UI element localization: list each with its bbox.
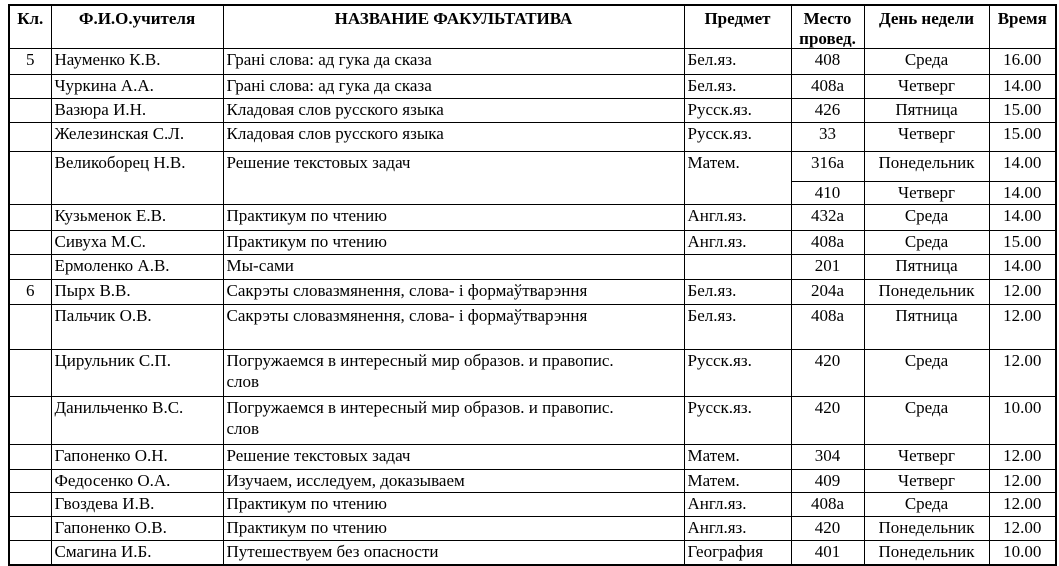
course-title-cell — [223, 123, 684, 152]
table-row — [9, 396, 1056, 444]
room-cell: 410 — [791, 182, 864, 205]
table-row — [9, 279, 1056, 304]
teacher-name-cell: Великоборец Н.В. — [51, 152, 223, 205]
course-title-cell-text: Практикум по чтению — [226, 231, 387, 251]
teacher-name-cell: Гапоненко О.В. — [51, 516, 223, 540]
table-row — [9, 254, 1056, 279]
table-row — [9, 49, 1056, 75]
class-cell: 6 — [9, 279, 51, 304]
room-cell: 204а — [791, 279, 864, 304]
subject-cell: Англ.яз. — [684, 516, 791, 540]
course-title-cell-text: Погружаемся в интересный мир образов. и правопис. слов — [226, 397, 614, 438]
header-time: Время — [989, 5, 1056, 49]
teacher-name-cell: Федосенко О.А. — [51, 469, 223, 492]
table-row — [9, 123, 1056, 152]
day-cell: Четверг — [864, 444, 989, 469]
day-cell: Четверг — [864, 123, 989, 152]
table-row — [9, 230, 1056, 254]
teacher-name-cell: Гапоненко О.Н. — [51, 444, 223, 469]
class-cell — [9, 396, 51, 444]
course-title-cell — [223, 204, 684, 230]
teacher-name-cell: Чуркина А.А. — [51, 75, 223, 99]
subject-cell: Матем. — [684, 469, 791, 492]
table-row — [9, 349, 1056, 396]
time-cell: 12.00 — [989, 349, 1056, 396]
course-title-cell — [223, 152, 684, 205]
day-cell: Понедельник — [864, 279, 989, 304]
course-title-cell — [223, 469, 684, 492]
day-cell: Среда — [864, 349, 989, 396]
subject-cell: Бел.яз. — [684, 75, 791, 99]
course-title-cell-text: Практикум по чтению — [226, 493, 387, 513]
course-title-cell-text: Путешествуем без опасности — [226, 541, 439, 561]
time-cell: 16.00 — [989, 49, 1056, 75]
room-cell: 304 — [791, 444, 864, 469]
course-title-cell-text: Грані слова: ад гука да сказа — [226, 76, 432, 96]
day-cell: Понедельник — [864, 152, 989, 182]
subject-cell: Русск.яз. — [684, 99, 791, 123]
table-row — [9, 152, 1056, 182]
course-title-cell — [223, 540, 684, 565]
course-title-cell-text: Практикум по чтению — [226, 517, 387, 537]
time-cell: 10.00 — [989, 396, 1056, 444]
header-subject: Предмет — [684, 5, 791, 49]
room-cell: 408а — [791, 304, 864, 349]
teacher-name-cell: Смагина И.Б. — [51, 540, 223, 565]
class-cell — [9, 254, 51, 279]
table-row — [9, 492, 1056, 516]
course-title-cell — [223, 230, 684, 254]
table-header — [9, 5, 1056, 49]
class-cell — [9, 540, 51, 565]
course-title-cell-text: Решение текстовых задач — [226, 445, 411, 465]
day-cell: Среда — [864, 204, 989, 230]
subject-cell: Матем. — [684, 444, 791, 469]
teacher-name-cell: Вазюра И.Н. — [51, 99, 223, 123]
room-cell: 33 — [791, 123, 864, 152]
room-cell: 408 — [791, 49, 864, 75]
course-title-cell-text: Кладовая слов русского языка — [226, 100, 444, 120]
teacher-name-cell: Кузьменок Е.В. — [51, 204, 223, 230]
subject-cell: Англ.яз. — [684, 204, 791, 230]
teacher-name-cell: Данильченко В.С. — [51, 396, 223, 444]
time-cell: 15.00 — [989, 230, 1056, 254]
day-cell: Четверг — [864, 469, 989, 492]
room-cell: 408а — [791, 75, 864, 99]
table-row — [9, 99, 1056, 123]
class-cell — [9, 444, 51, 469]
day-cell: Четверг — [864, 75, 989, 99]
course-title-cell-text: Кладовая слов русского языка — [226, 124, 444, 144]
time-cell: 12.00 — [989, 279, 1056, 304]
course-title-cell-text: Сакрэты словазмянення, слова- і формаўтварэння — [226, 280, 588, 300]
subject-cell: Русск.яз. — [684, 396, 791, 444]
class-cell — [9, 204, 51, 230]
subject-cell: Англ.яз. — [684, 230, 791, 254]
course-title-cell-text: Решение текстовых задач — [226, 153, 411, 173]
table-row — [9, 75, 1056, 99]
table-row — [9, 469, 1056, 492]
header-row — [9, 5, 1056, 49]
teacher-name-cell: Сивуха М.С. — [51, 230, 223, 254]
subject-cell: Русск.яз. — [684, 349, 791, 396]
class-cell — [9, 304, 51, 349]
course-title-cell — [223, 279, 684, 304]
time-cell: 10.00 — [989, 540, 1056, 565]
subject-cell: География — [684, 540, 791, 565]
subject-cell: Бел.яз. — [684, 304, 791, 349]
course-title-cell-text: Сакрэты словазмянення, слова- і формаўтварэння — [226, 305, 588, 325]
table-row — [9, 304, 1056, 349]
class-cell — [9, 152, 51, 205]
course-title-cell-text: Мы-сами — [226, 255, 294, 275]
day-cell: Среда — [864, 230, 989, 254]
room-cell: 432а — [791, 204, 864, 230]
course-title-cell — [223, 444, 684, 469]
course-title-cell — [223, 304, 684, 349]
time-cell: 14.00 — [989, 182, 1056, 205]
schedule-table-container — [8, 4, 1057, 566]
table-row — [9, 540, 1056, 565]
time-cell: 14.00 — [989, 204, 1056, 230]
teacher-name-cell: Ермоленко А.В. — [51, 254, 223, 279]
room-cell: 420 — [791, 396, 864, 444]
course-title-cell — [223, 254, 684, 279]
teacher-name-cell: Пальчик О.В. — [51, 304, 223, 349]
table-row — [9, 204, 1056, 230]
course-title-cell — [223, 99, 684, 123]
room-cell: 420 — [791, 349, 864, 396]
table-body — [9, 49, 1056, 566]
teacher-name-cell: Железинская С.Л. — [51, 123, 223, 152]
table-row — [9, 516, 1056, 540]
time-cell: 12.00 — [989, 444, 1056, 469]
class-cell — [9, 516, 51, 540]
time-cell: 12.00 — [989, 469, 1056, 492]
header-title: НАЗВАНИЕ ФАКУЛЬТАТИВА — [223, 5, 684, 49]
subject-cell: Русск.яз. — [684, 123, 791, 152]
day-cell: Пятница — [864, 254, 989, 279]
course-title-cell — [223, 49, 684, 75]
room-cell: 408а — [791, 492, 864, 516]
table-row — [9, 444, 1056, 469]
course-title-cell-text: Изучаем, исследуем, доказываем — [226, 470, 465, 490]
course-title-cell-text: Практикум по чтению — [226, 205, 387, 225]
subject-cell: Матем. — [684, 152, 791, 205]
room-cell: 401 — [791, 540, 864, 565]
time-cell: 14.00 — [989, 152, 1056, 182]
class-cell — [9, 349, 51, 396]
teacher-name-cell: Гвоздева И.В. — [51, 492, 223, 516]
header-teacher: Ф.И.О.учителя — [51, 5, 223, 49]
day-cell: Пятница — [864, 304, 989, 349]
day-cell: Понедельник — [864, 540, 989, 565]
room-cell: 420 — [791, 516, 864, 540]
subject-cell: Англ.яз. — [684, 492, 791, 516]
class-cell — [9, 469, 51, 492]
time-cell: 15.00 — [989, 99, 1056, 123]
time-cell: 12.00 — [989, 516, 1056, 540]
day-cell: Среда — [864, 49, 989, 75]
day-cell: Четверг — [864, 182, 989, 205]
subject-cell — [684, 254, 791, 279]
header-day: День недели — [864, 5, 989, 49]
day-cell: Понедельник — [864, 516, 989, 540]
time-cell: 12.00 — [989, 304, 1056, 349]
teacher-name-cell: Цирульник С.П. — [51, 349, 223, 396]
class-cell — [9, 230, 51, 254]
course-title-cell — [223, 75, 684, 99]
day-cell: Среда — [864, 396, 989, 444]
room-cell: 426 — [791, 99, 864, 123]
room-cell: 316а — [791, 152, 864, 182]
course-title-cell — [223, 492, 684, 516]
class-cell: 5 — [9, 49, 51, 75]
time-cell: 14.00 — [989, 75, 1056, 99]
class-cell — [9, 99, 51, 123]
course-title-cell — [223, 349, 684, 396]
time-cell: 12.00 — [989, 492, 1056, 516]
day-cell: Пятница — [864, 99, 989, 123]
subject-cell: Бел.яз. — [684, 279, 791, 304]
teacher-name-cell: Науменко К.В. — [51, 49, 223, 75]
schedule-table — [8, 4, 1057, 566]
time-cell: 14.00 — [989, 254, 1056, 279]
course-title-cell-text: Погружаемся в интересный мир образов. и правопис. слов — [226, 350, 614, 391]
class-cell — [9, 492, 51, 516]
header-class: Кл. — [9, 5, 51, 49]
room-cell: 408а — [791, 230, 864, 254]
class-cell — [9, 75, 51, 99]
course-title-cell — [223, 396, 684, 444]
course-title-cell-text: Грані слова: ад гука да сказа — [226, 50, 432, 70]
teacher-name-cell: Пырх В.В. — [51, 279, 223, 304]
class-cell — [9, 123, 51, 152]
time-cell: 15.00 — [989, 123, 1056, 152]
subject-cell: Бел.яз. — [684, 49, 791, 75]
header-place: Место провед. — [791, 5, 864, 49]
course-title-cell — [223, 516, 684, 540]
room-cell: 409 — [791, 469, 864, 492]
day-cell: Среда — [864, 492, 989, 516]
room-cell: 201 — [791, 254, 864, 279]
